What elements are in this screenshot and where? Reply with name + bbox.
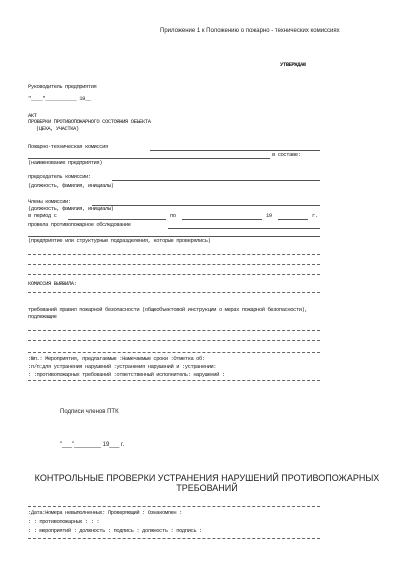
inspection-label: провела противопожарное обследование [28, 221, 131, 228]
org-name-hint: (наименование предприятия) [28, 159, 103, 166]
req-dash-1 [28, 330, 320, 331]
table2-header-2: : : противопожарных : : : [28, 518, 100, 525]
approval-date: "____"___________ 19__ [28, 95, 91, 102]
year-line [278, 219, 308, 220]
members-line [92, 205, 320, 206]
req-dash-2 [28, 340, 320, 341]
chairman-line [112, 180, 320, 181]
year-prefix: 19 [266, 212, 272, 219]
table2-header-3: : : мероприятий : должность : подпись : должность : подпись : [28, 527, 202, 534]
members-hint: (должность, фамилия, инициалы) [28, 205, 114, 212]
approve-label: УТВЕРЖДАЮ [280, 61, 306, 68]
chairman-hint: (должность, фамилия, инициалы) [28, 182, 114, 189]
period-to-label: по [170, 212, 176, 219]
act-subtitle: ПРОВЕРКИ ПРОТИВОПОЖАРНОГО СОСТОЯНИЯ ОБЪЕКТА [28, 118, 151, 125]
table2-bottom [28, 538, 320, 539]
signatures-label: Подписи членов ПТК [60, 409, 119, 415]
chairman-label: председатель комиссии: [28, 173, 91, 180]
table1-header-2: :п/п:для устранения нарушений :устранения нарушений и :устранении: [28, 363, 217, 370]
act-subtitle-2: (ЦЕХА, УЧАСТКА) [36, 125, 79, 132]
table1-header-1: :№п.: Мероприятия, предлагаемые :Намечаемые сроки :Отметка об: [28, 355, 205, 362]
commission-label: Пожарно-техническая комиссия [28, 143, 108, 150]
period-to-line [182, 219, 262, 220]
requirements-text: требований правил пожарной безопасности (общеобъектовой инструкции о мерах пожарной безопасности), подлежащие [28, 306, 308, 321]
found-dash-4 [28, 292, 320, 293]
table1-bottom [28, 380, 320, 381]
period-from-line [68, 219, 166, 220]
appendix-note: Приложение 1 к Положению о пожарно - технических комиссиях [160, 28, 340, 34]
dept-hint: (предприятие или структурные подразделения, которые проверялись) [28, 237, 211, 244]
control-title: КОНТРОЛЬНЫЕ ПРОВЕРКИ УСТРАНЕНИЯ НАРУШЕНИЙ ПРОТИВОПОЖАРНЫХ [34, 473, 380, 483]
table2-header-1: :Дата:Номера невыполненных: Проверяющий : Ознакомлен : [28, 509, 182, 516]
found-dash-2 [28, 264, 320, 265]
table1-top [28, 352, 320, 353]
members-label: Члены комиссии: [28, 198, 71, 205]
inspection-line [168, 228, 320, 229]
head-label: Руководитель предприятия [28, 83, 97, 90]
control-title-2: ТРЕБОВАНИЙ [176, 483, 238, 493]
table2-top [28, 506, 320, 507]
year-g: г. [312, 212, 318, 219]
sign-date: "___"________ 19___ г. [60, 442, 125, 448]
act-title: АКТ [28, 112, 37, 119]
found-dash-1 [28, 254, 320, 255]
period-from-label: в период с [28, 212, 57, 219]
table1-header-3: : :противопожарных требований :ответственный исполнитель: нарушений : [28, 371, 225, 378]
found-dash-3 [28, 274, 320, 275]
found-label: КОМИССИЯ ВЫЯВИЛА: [28, 280, 77, 287]
in-composition-label: в составе: [272, 151, 301, 158]
